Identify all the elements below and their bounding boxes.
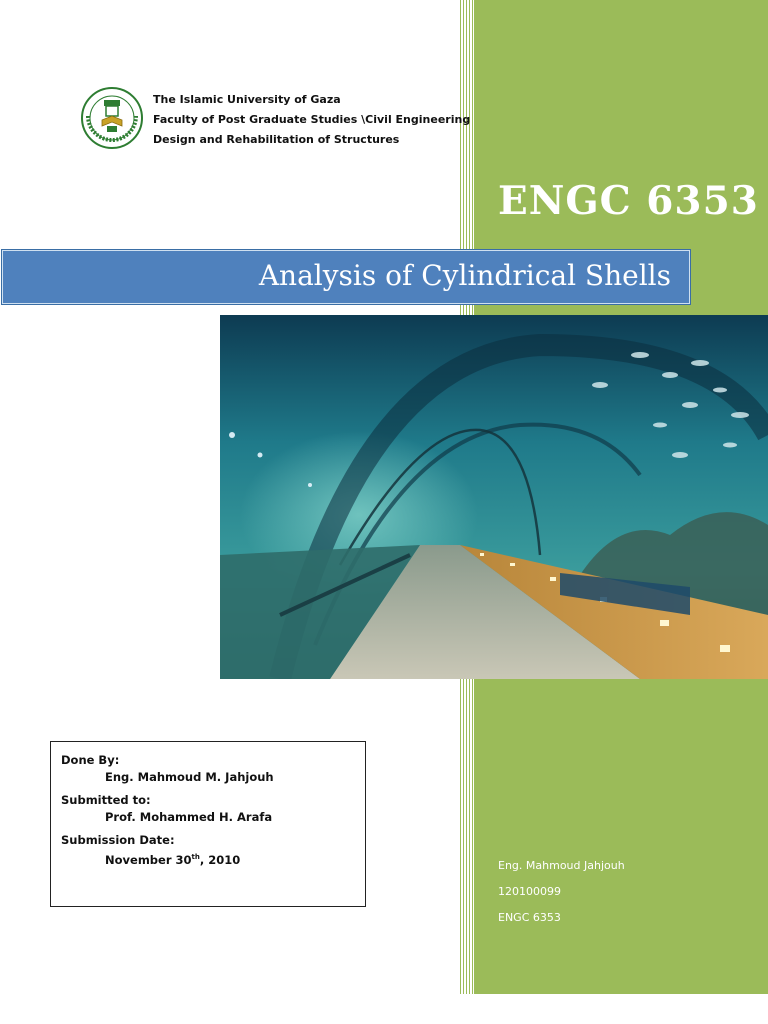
title-banner bbox=[2, 250, 690, 304]
submission-date-suffix: th bbox=[191, 853, 200, 861]
course-code: ENGC 6353 bbox=[498, 178, 759, 224]
author-id: 120100099 bbox=[498, 885, 561, 898]
done-by-value: Eng. Mahmoud M. Jahjouh bbox=[105, 770, 274, 784]
university-seal-icon bbox=[80, 86, 144, 150]
author-details bbox=[498, 853, 625, 931]
institution-header bbox=[153, 90, 470, 150]
document-title: Analysis of Cylindrical Shells bbox=[258, 259, 671, 292]
submission-date-year: , 2010 bbox=[199, 852, 241, 867]
submission-date-main: November 30 bbox=[105, 852, 192, 867]
author-name: Eng. Mahmoud Jahjouh bbox=[498, 859, 625, 872]
author-course: ENGC 6353 bbox=[498, 911, 561, 924]
submitted-to-value: Prof. Mohammed H. Arafa bbox=[105, 810, 273, 824]
submission-date-value bbox=[105, 848, 355, 869]
aquarium-tunnel-photo bbox=[220, 315, 768, 679]
submitted-to-label: Submitted to: bbox=[61, 793, 151, 807]
program-name: Design and Rehabilitation of Structures bbox=[153, 133, 400, 146]
submission-info-box bbox=[50, 741, 366, 907]
submission-date-label: Submission Date: bbox=[61, 833, 175, 847]
university-name: The Islamic University of Gaza bbox=[153, 93, 341, 106]
done-by-label: Done By: bbox=[61, 753, 120, 767]
faculty-name: Faculty of Post Graduate Studies \Civil Engineering bbox=[153, 113, 471, 126]
